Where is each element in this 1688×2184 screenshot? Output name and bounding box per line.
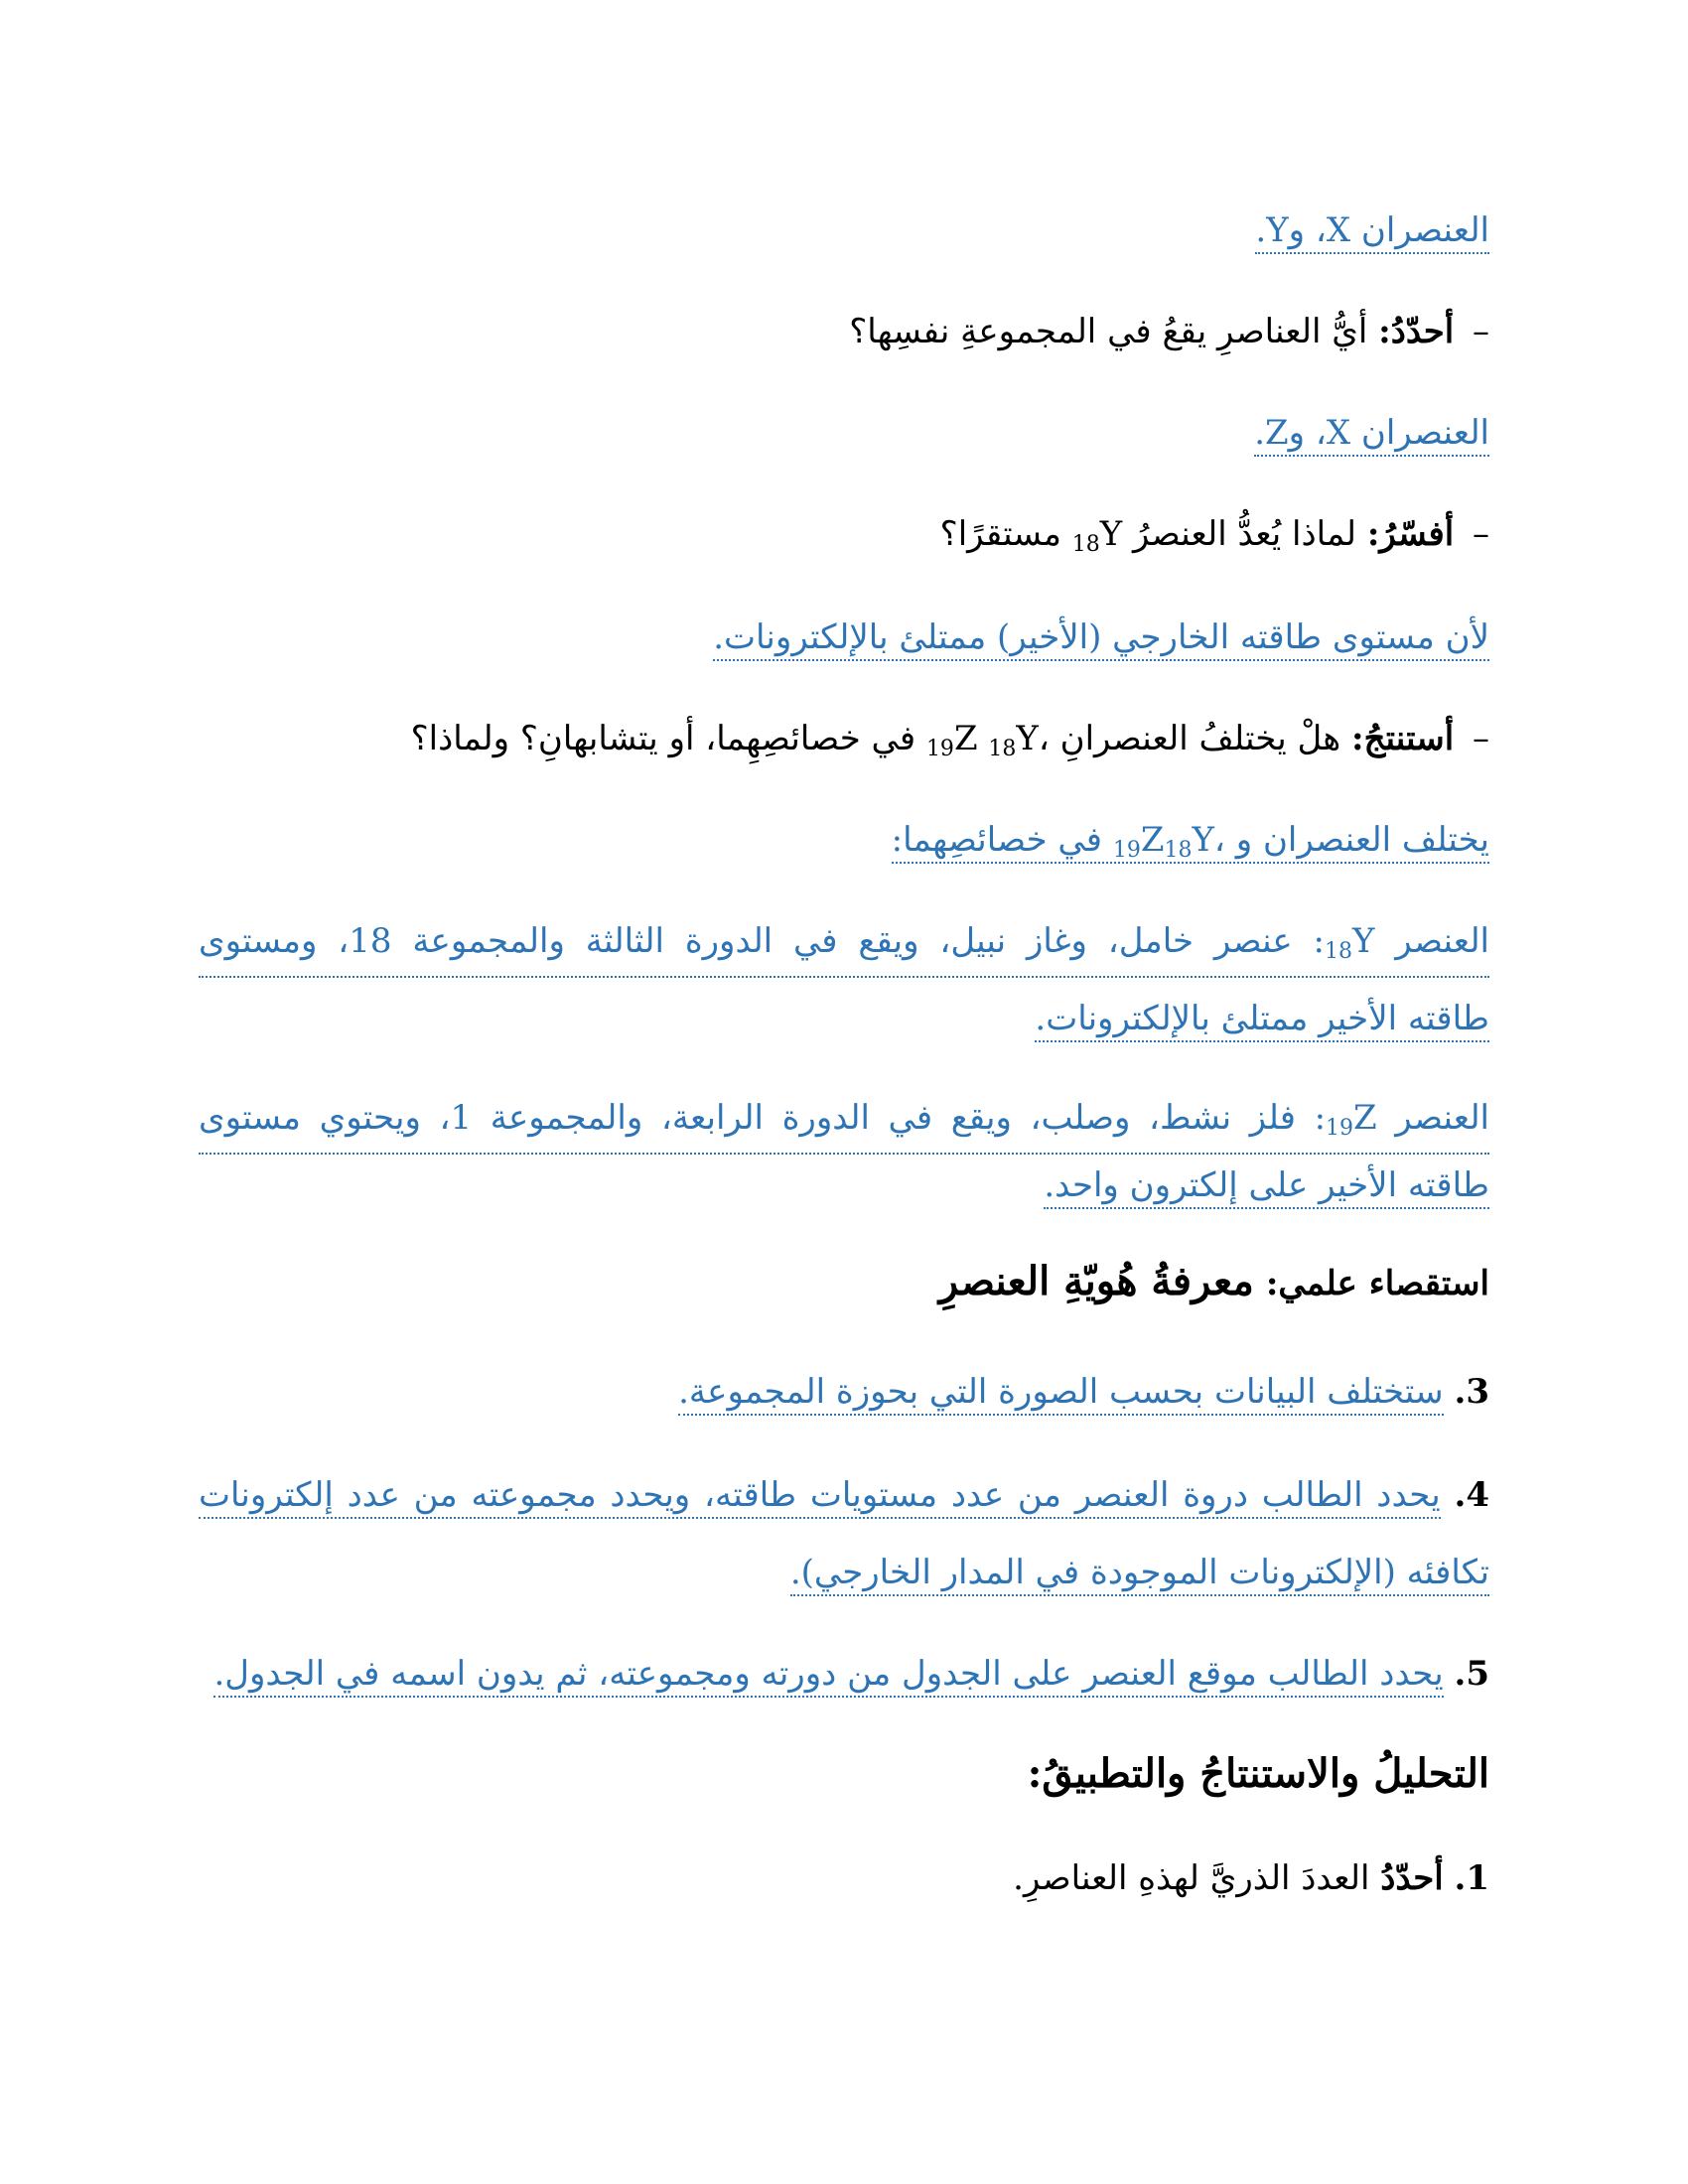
item-number: 4.: [1454, 1475, 1489, 1515]
list-item-5: [213, 1652, 1489, 1696]
item-answer: يحدد الطالب دروة العنصر من عدد مستويات طاقته، ويحدد مجموعته من عدد إلكترونات: [199, 1475, 1441, 1519]
answer-part: : فلز نشط، وصلب، ويقع في الدورة الرابعة، والمجموعة 1، ويحتوي مستوى: [199, 1098, 1327, 1138]
question-conclude: [411, 717, 1489, 771]
section-heading-analysis: [1028, 1749, 1489, 1799]
answer-part: في خصائصِهما:: [891, 820, 1103, 860]
heading-prefix: استقصاء علمي:: [1265, 1264, 1489, 1303]
question-text: في خصائصِهِما، أو يتشابهانِ؟ ولماذا؟: [410, 719, 916, 758]
element-symbol: [1112, 820, 1165, 863]
question-label: أستنتجُ:: [1350, 719, 1455, 758]
list-item-4a: [199, 1473, 1489, 1517]
dash-marker: –: [1473, 312, 1489, 351]
list-item-1: [1013, 1856, 1489, 1900]
list-item-4b: [790, 1551, 1489, 1594]
answer-text: [199, 1096, 1489, 1155]
dash-marker: –: [1473, 719, 1489, 758]
answer-line-5a: [199, 919, 1489, 978]
answer-text: العنصران X، وZ.: [1254, 413, 1489, 457]
answer-text: [199, 919, 1489, 978]
item-text: العددَ الذريَّ لهذهِ العناصرِ.: [1013, 1858, 1370, 1898]
list-item-3: [678, 1370, 1489, 1414]
atomic-number: 19: [925, 737, 954, 761]
atomic-number: 18: [1071, 532, 1100, 557]
answer-part: العنصر: [1395, 921, 1489, 961]
atomic-number: 19: [1112, 838, 1141, 863]
answer-line-2: [1254, 411, 1489, 455]
answer-line-4: [892, 818, 1489, 873]
answer-text: لأن مستوى طاقته الخارجي (الأخير) ممتلئ بالإلكترونات.: [713, 617, 1489, 661]
answer-line-5b: [1035, 997, 1489, 1040]
answer-text: [892, 820, 1489, 864]
answer-part: العنصر: [1395, 1098, 1489, 1138]
question-identify: [849, 310, 1489, 353]
atomic-number: 18: [1324, 939, 1352, 964]
answer-part: يختلف العنصران: [1262, 820, 1489, 860]
symbol-letter: Z: [1353, 1098, 1377, 1138]
item-answer: ستختلف البيانات بحسب الصورة التي بحوزة المجموعة.: [678, 1372, 1444, 1416]
symbol-letter: Y: [1099, 514, 1123, 554]
atomic-number: 18: [1164, 838, 1193, 863]
item-answer: تكافئه (الإلكترونات الموجودة في المدار الخارجي).: [790, 1553, 1489, 1596]
item-number: 5.: [1454, 1654, 1489, 1694]
answer-line-6a: [199, 1096, 1489, 1155]
question-label: أفسّرُ:: [1366, 514, 1455, 554]
symbol-letter: Y، و: [1192, 820, 1253, 860]
element-symbol: [988, 719, 1050, 761]
document-page: [199, 0, 1489, 2184]
answer-line-1: [1255, 208, 1489, 252]
dash-marker: –: [1473, 514, 1489, 554]
element-symbol: [925, 719, 978, 761]
answer-part: : عنصر خامل، وغاز نبيل، ويقع في الدورة الثالثة والمجموعة 18، ومستوى: [199, 921, 1325, 961]
item-label: أحدّدُ: [1380, 1858, 1444, 1898]
symbol-letter: Z: [953, 719, 978, 758]
answer-text: طاقته الأخير ممتلئ بالإلكترونات.: [1035, 999, 1489, 1042]
question-text: أيُّ العناصرِ يقعُ في المجموعةِ نفسِها؟: [849, 312, 1368, 351]
item-row: [199, 1473, 1489, 1517]
section-heading-inquiry: [939, 1257, 1489, 1308]
element-symbol: [1324, 921, 1375, 964]
question-text: مستقرًا؟: [939, 514, 1061, 554]
symbol-letter: Y،: [1016, 719, 1050, 758]
question-explain: [940, 512, 1489, 567]
atomic-number: 19: [1326, 1116, 1354, 1141]
item-answer: يحدد الطالب موقع العنصر على الجدول من دورته ومجموعته، ثم يدون اسمه في الجدول.: [213, 1654, 1443, 1698]
symbol-letter: Z: [1140, 820, 1165, 860]
answer-line-6b: [1044, 1163, 1489, 1207]
atomic-number: 18: [988, 737, 1017, 761]
question-text: هلْ يختلفُ العنصرانِ: [1059, 719, 1341, 758]
element-symbol: [1326, 1098, 1377, 1141]
item-number: 1.: [1454, 1858, 1489, 1898]
heading-title: التحليلُ والاستنتاجُ والتطبيقُ:: [1027, 1750, 1489, 1797]
question-text: لماذا يُعدُّ العنصرُ: [1133, 514, 1357, 554]
question-label: أحدّدُ:: [1378, 312, 1455, 351]
answer-text: طاقته الأخير على إلكترون واحد.: [1044, 1165, 1489, 1209]
item-number: 3.: [1454, 1372, 1489, 1412]
answer-text: العنصران X، وY.: [1255, 210, 1489, 254]
element-symbol: [1164, 820, 1253, 863]
element-symbol: [1071, 514, 1123, 557]
answer-line-3: [713, 615, 1489, 659]
symbol-letter: Y: [1351, 921, 1375, 961]
heading-title: معرفةُ هُويّةِ العنصرِ: [938, 1258, 1254, 1304]
